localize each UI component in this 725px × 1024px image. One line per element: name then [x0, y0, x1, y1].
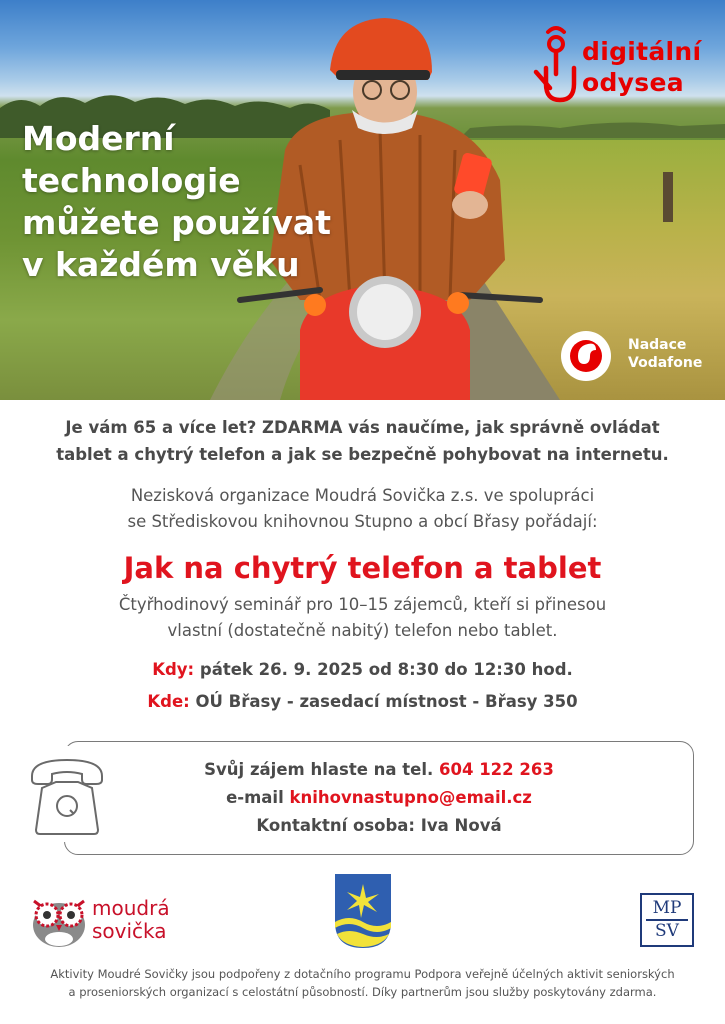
phone-number-link[interactable]: 604 122 263 [439, 760, 554, 779]
event-when [0, 657, 725, 683]
hero-title [22, 118, 352, 286]
contact-details [64, 756, 694, 840]
intro-line: tablet a chytrý telefon a jak se bezpečně pohybovat na internetu. [56, 445, 669, 464]
logo-text: Nadace [628, 337, 687, 353]
mpsv-logo [640, 893, 694, 947]
seminar-line: vlastní (dostatečně nabitý) telefon nebo tablet. [167, 621, 558, 640]
email-label: e-mail [226, 788, 290, 807]
mpsv-divider [646, 919, 688, 921]
hero-title-line: Moderní [22, 119, 175, 158]
organizer-line: Nezisková organizace Moudrá Sovička z.s. ve spolupráci [130, 486, 595, 505]
hero-title-line: technologie [22, 161, 241, 200]
contact-email-line [64, 784, 694, 812]
intro-line: Je vám 65 a více let? ZDARMA vás naučíme, jak správně ovládat [65, 418, 660, 437]
when-label: Kdy: [152, 660, 195, 679]
email-link[interactable]: knihovnastupno@email.cz [289, 788, 532, 807]
hero-title-line: v každém věku [22, 245, 300, 284]
contact-phone-line [64, 756, 694, 784]
intro-text [0, 414, 725, 468]
digitalni-odysea-logo [528, 22, 713, 112]
vodafone-wordmark [628, 336, 702, 372]
logo-text: digitální [582, 37, 702, 66]
phone-label: Svůj zájem hlaste na tel. [204, 760, 440, 779]
logo-text: MP [652, 898, 682, 918]
logo-text: odysea [582, 68, 684, 97]
funding-footnote [0, 965, 725, 1001]
owl-icon [28, 893, 90, 949]
organizer-text [0, 483, 725, 535]
where-value: OÚ Břasy - zasedací místnost - Břasy 350 [189, 692, 578, 711]
where-label: Kde: [147, 692, 190, 711]
nadace-vodafone-logo [558, 328, 718, 384]
event-where [0, 689, 725, 715]
hero-title-line: můžete používat [22, 203, 331, 242]
footnote-line: Aktivity Moudré Sovičky jsou podpořeny z dotačního programu Podpora veřejně účelných aktivit seniorských [50, 967, 675, 981]
seminar-description [0, 592, 725, 644]
logo-text: sovička [92, 919, 167, 943]
vodafone-speechmark-icon [560, 330, 612, 382]
organizer-line: se Střediskovou knihovnou Stupno a obcí Břasy pořádají: [127, 512, 598, 531]
logo-text: SV [655, 921, 679, 941]
event-headline: Jak na chytrý telefon a tablet [123, 551, 602, 585]
seminar-line: Čtyřhodinový seminář pro 10–15 zájemců, kteří si přinesou [118, 595, 607, 614]
hero-banner [0, 0, 725, 400]
moudra-sovicka-logo [28, 893, 188, 953]
brasy-coat-of-arms-icon [333, 872, 393, 950]
digitalni-odysea-wordmark [582, 36, 701, 98]
contact-person: Kontaktní osoba: Iva Nová [256, 816, 502, 835]
footnote-line: a proseniorských organizací s celostátní působností. Díky partnerům jsou služby poskytovány zdarma. [68, 985, 657, 999]
when-value: pátek 26. 9. 2025 od 8:30 do 12:30 hod. [194, 660, 573, 679]
touch-hand-icon [528, 22, 584, 108]
logo-text: moudrá [92, 896, 170, 920]
logo-text: Vodafone [628, 355, 703, 371]
moudra-sovicka-wordmark [92, 897, 170, 943]
